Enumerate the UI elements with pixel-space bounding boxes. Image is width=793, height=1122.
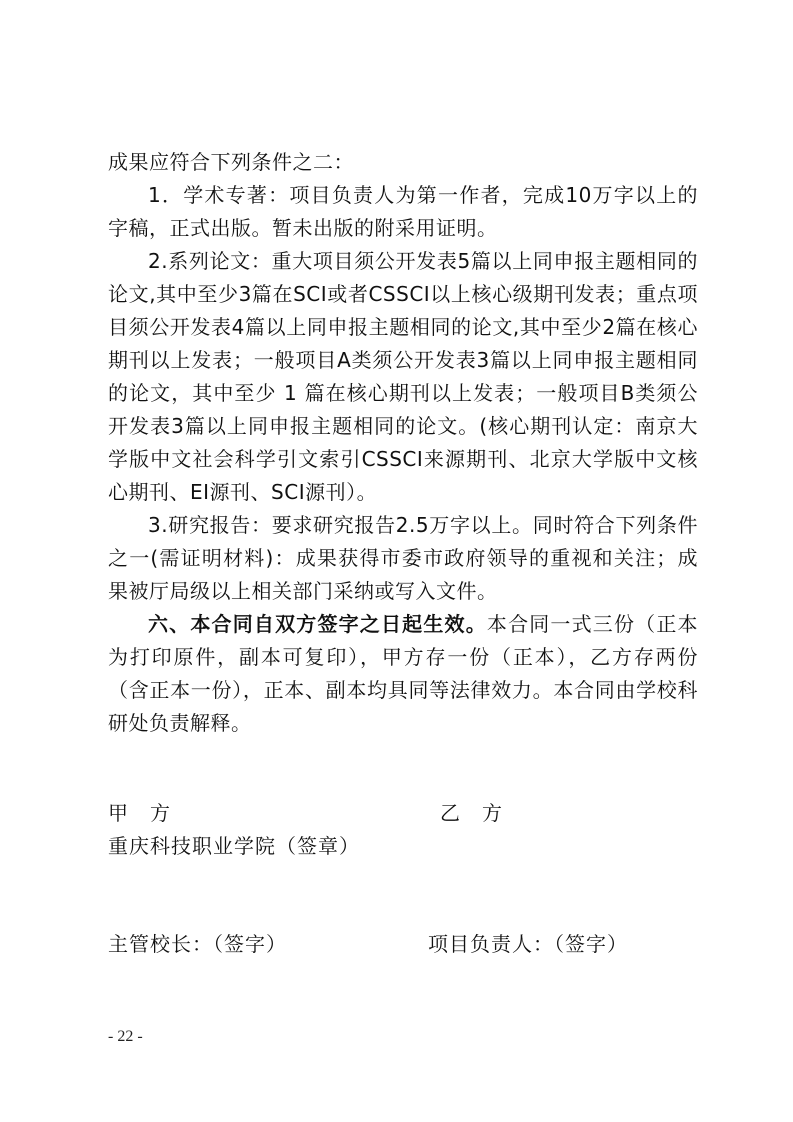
- paragraph-item-1: 1．学术专著：项目负责人为第一作者，完成10万字以上的字稿，正式出版。暂未出版的附采用证明。: [108, 183, 698, 240]
- clause-6-body: 本合同一式三份（正本为打印原件，副本可复印），甲方存一份（正本），乙方存两份（含正本一份），正本、副本均具同等法律效力。本合同由学校科研处负责解释。: [108, 612, 699, 735]
- party-a-organization: 重庆科技职业学院（签章）: [108, 834, 360, 858]
- party-a-signer-line: 主管校长：（签字）: [108, 932, 287, 956]
- paragraph-clause-6: [108, 608, 698, 740]
- paragraph-item-3: 3.研究报告：要求研究报告2.5万字以上。同时符合下列条件之一(需证明材料)：成果获得市委市政府领导的重视和关注；成果被厅局级以上相关部门采纳或写入文件。: [108, 513, 698, 603]
- clause-6-heading: 六、本合同自双方签字之日起生效。: [148, 612, 487, 636]
- paragraph-item-2: 2.系列论文：重大项目须公开发表5篇以上同申报主题相同的论文,其中至少3篇在SCI或者CSSCI以上核心级期刊发表；重点项目须公开发表4篇以上同申报主题相同的论文,其中至少2篇在核心期刊以上发表；一般项目A类须公开发表3篇以上同申报主题相同的论文，其中至少 1 篇在核心期刊以上发表；一般项目B类须公开发表3篇以上同申报主题相同的论文。(核心期刊认定：南京大学版中文社会科学引文索引CSSCI来源期刊、北京大学版中文核心期刊、EI源刊、SCI源刊）。: [108, 249, 698, 504]
- document-body: [108, 146, 698, 740]
- party-a-label: 甲 方: [108, 801, 171, 825]
- party-b-signer-line: 项目负责人：（签字）: [428, 932, 628, 956]
- party-b-label: 乙 方: [440, 801, 503, 825]
- page-number: - 22 -: [108, 1028, 143, 1045]
- paragraph-intro: 成果应符合下列条件之二：: [108, 150, 354, 174]
